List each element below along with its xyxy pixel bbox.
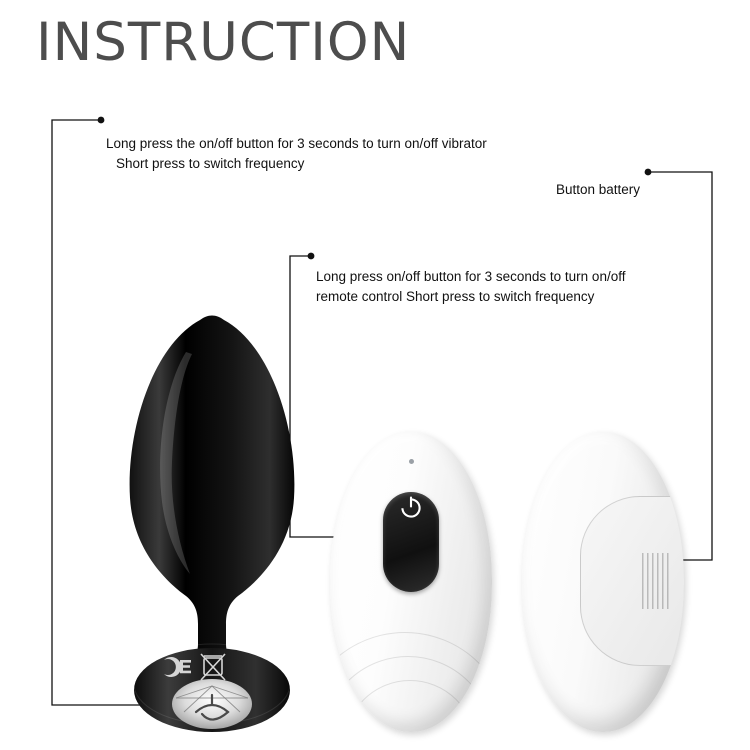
plug-body [130,316,295,673]
battery-cover-grip-icon [642,553,672,609]
product-anal-plug [112,312,312,732]
callout-battery-line1: Button battery [555,182,640,197]
page-title: INSTRUCTION [36,12,411,73]
callout-remote-line2: remote control Short press to switch frequency [316,289,595,304]
product-remote-back[interactable] [522,432,684,732]
product-remote-front[interactable] [330,432,492,732]
callout-vibrator-line1: Long press the on/off button for 3 seconds to turn on/off vibrator [106,136,487,151]
battery-cover[interactable] [580,496,684,666]
callout-remote-line1: Long press on/off button for 3 seconds to turn on/off [316,269,626,284]
callout-vibrator-line2: Short press to switch frequency [116,156,305,171]
power-icon[interactable] [398,494,424,520]
led-indicator-icon [409,459,414,464]
